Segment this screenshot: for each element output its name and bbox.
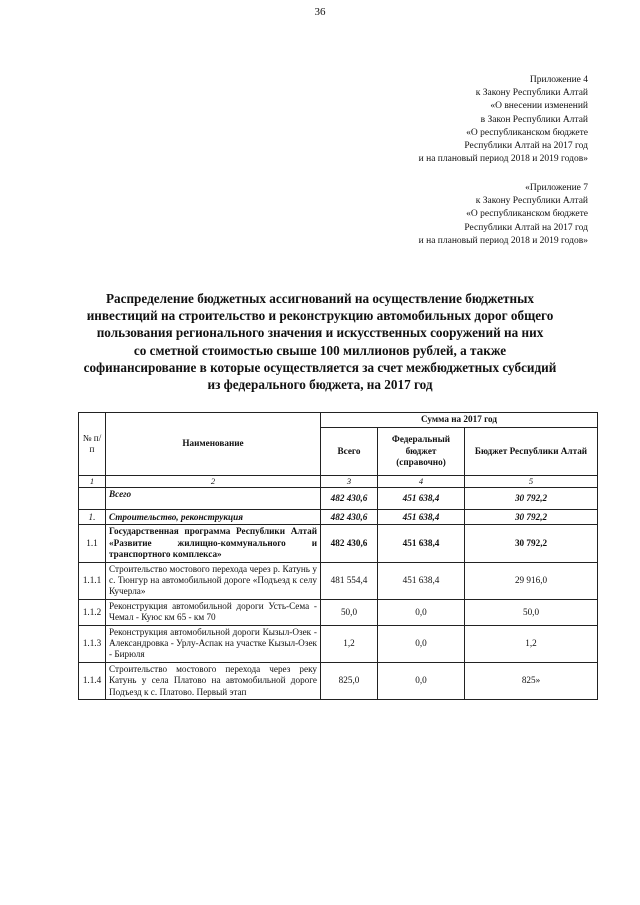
row-federal: 451 638,4 <box>378 562 465 599</box>
row-total: 482 430,6 <box>321 488 378 510</box>
row-total: 50,0 <box>321 599 378 625</box>
table-row <box>79 510 598 525</box>
header-sum-group: Сумма на 2017 год <box>321 413 598 428</box>
appendix-line: «О республиканском бюджете <box>466 209 588 220</box>
row-republic: 30 792,2 <box>465 525 598 562</box>
title-line: из федерального бюджета, на 2017 год <box>207 377 433 393</box>
row-name: Всего <box>106 488 321 510</box>
row-total: 1,2 <box>321 625 378 662</box>
row-total: 481 554,4 <box>321 562 378 599</box>
budget-table <box>78 412 598 700</box>
row-num: 1.1 <box>79 525 106 562</box>
row-republic: 1,2 <box>465 625 598 662</box>
appendix-line: к Закону Республики Алтай <box>475 88 588 99</box>
row-num <box>79 488 106 510</box>
header-total: Всего <box>321 428 378 476</box>
column-number: 5 <box>465 476 598 488</box>
appendix-7-header <box>419 182 588 248</box>
header-republic: Бюджет Республики Алтай <box>465 428 598 476</box>
row-republic: 30 792,2 <box>465 510 598 525</box>
title-line: софинансирование в которые осуществляется за счет межбюджетных субсидий <box>83 359 557 375</box>
row-federal: 0,0 <box>378 662 465 699</box>
row-num: 1.1.3 <box>79 625 106 662</box>
row-republic: 30 792,2 <box>465 488 598 510</box>
appendix-line: Республики Алтай на 2017 год <box>464 141 588 152</box>
appendix-line: к Закону Республики Алтай <box>475 196 588 207</box>
row-federal: 451 638,4 <box>378 488 465 510</box>
appendix-line: «Приложение 7 <box>525 183 588 193</box>
row-federal: 0,0 <box>378 599 465 625</box>
row-name: Строительство мостового перехода через реку Катунь у села Платово на автомобильной дороге Подъезд к с. Платово. Первый этап <box>106 662 321 699</box>
page-number: 36 <box>314 6 326 18</box>
row-num: 1.1.2 <box>79 599 106 625</box>
row-name: Реконструкция автомобильной дороги Кызыл-Озек - Александровка - Урлу-Аспак на участке Кызыл-Озек - Бирюля <box>106 625 321 662</box>
column-number: 2 <box>106 476 321 488</box>
table-row-total <box>79 488 598 510</box>
row-total: 482 430,6 <box>321 525 378 562</box>
row-republic: 29 916,0 <box>465 562 598 599</box>
header-federal: Федеральный бюджет (справочно) <box>378 428 465 476</box>
appendix-line: «О республиканском бюджете <box>466 127 588 138</box>
row-republic: 50,0 <box>465 599 598 625</box>
appendix-line: «О внесении изменений <box>490 101 588 112</box>
appendix-line: Приложение 4 <box>529 75 588 85</box>
column-number-row <box>79 476 598 488</box>
row-federal: 0,0 <box>378 625 465 662</box>
row-republic: 825» <box>465 662 598 699</box>
header-name: Наименование <box>106 413 321 476</box>
row-federal: 451 638,4 <box>378 510 465 525</box>
row-num: 1. <box>79 510 106 525</box>
appendix-line: и на плановый период 2018 и 2019 годов» <box>418 154 588 165</box>
row-num: 1.1.4 <box>79 662 106 699</box>
title-line: Распределение бюджетных ассигнований на осуществление бюджетных <box>105 291 535 306</box>
row-num: 1.1.1 <box>79 562 106 599</box>
table-row <box>79 625 598 662</box>
row-total: 482 430,6 <box>321 510 378 525</box>
title-line: со сметной стоимостью свыше 100 миллионов рублей, а также <box>133 342 507 358</box>
row-total: 825,0 <box>321 662 378 699</box>
appendix-4-header <box>419 74 588 166</box>
row-federal: 451 638,4 <box>378 525 465 562</box>
table-row <box>79 525 598 562</box>
appendix-line: Республики Алтай на 2017 год <box>464 222 588 233</box>
table-row <box>79 662 598 699</box>
title-line: пользования регионального значения и искусственных сооружений на них <box>96 325 544 341</box>
row-name: Строительство мостового перехода через р. Катунь у с. Тюнгур на автомобильной дороге «Подъезд к селу Кучерла» <box>106 562 321 599</box>
row-name: Строительство, реконструкция <box>106 510 321 525</box>
column-number: 4 <box>378 476 465 488</box>
row-name: Государственная программа Республики Алтай «Развитие жилищно-коммунального и транспортного комплекса» <box>106 525 321 562</box>
column-number: 1 <box>79 476 106 488</box>
row-name: Реконструкция автомобильной дороги Усть-Сема - Чемал - Куюс км 65 - км 70 <box>106 599 321 625</box>
table-row <box>79 599 598 625</box>
document-title <box>60 290 580 393</box>
appendix-line: и на плановый период 2018 и 2019 годов» <box>418 235 588 246</box>
title-line: инвестиций на строительство и реконструкцию автомобильных дорог общего <box>86 308 554 324</box>
appendix-line: в Закон Республики Алтай <box>480 114 588 125</box>
table-row <box>79 562 598 599</box>
header-num: № п/п <box>79 413 106 476</box>
column-number: 3 <box>321 476 378 488</box>
